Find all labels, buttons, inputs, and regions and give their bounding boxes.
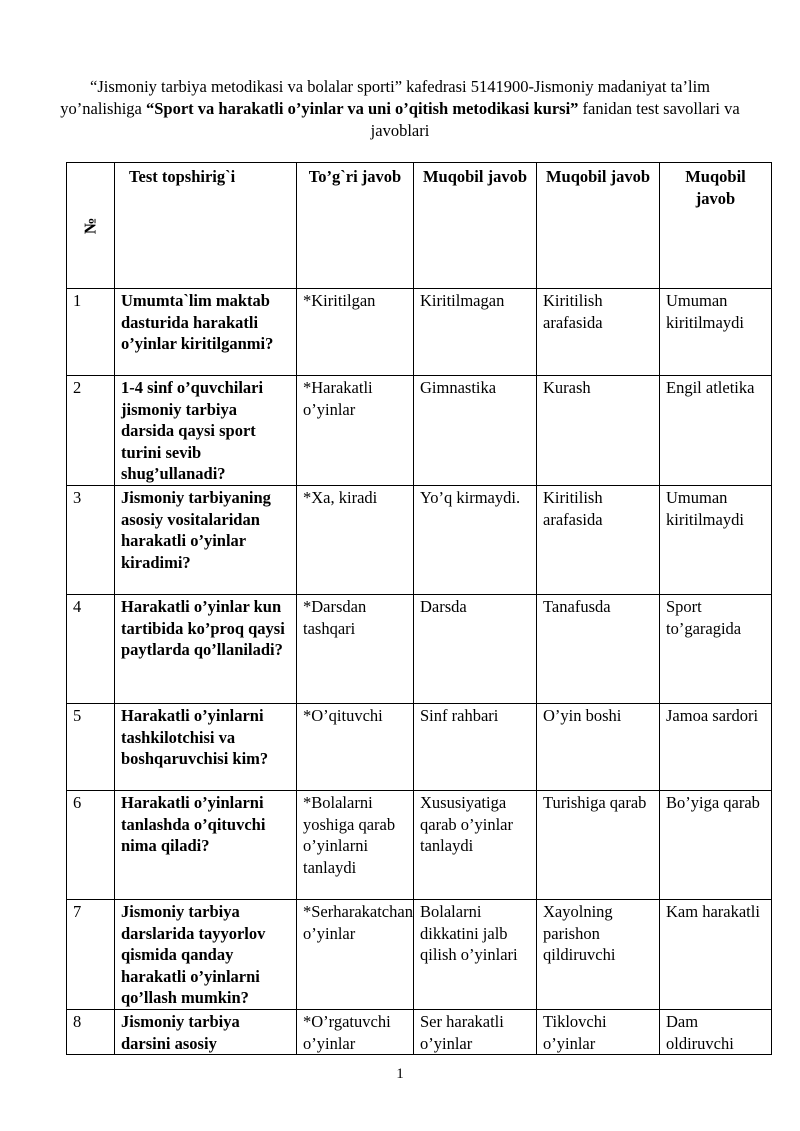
alternative-answer-1: Ser harakatli o’yinlar <box>414 1009 537 1054</box>
correct-answer: *Harakatli o’yinlar <box>297 376 414 486</box>
row-number: 5 <box>67 703 115 790</box>
header-alternative-3: Muqobil javob <box>660 163 772 289</box>
alternative-answer-2: Kurash <box>537 376 660 486</box>
row-number: 3 <box>67 485 115 594</box>
alternative-answer-3: Engil atletika <box>660 376 772 486</box>
alternative-answer-3: Umuman kiritilmaydi <box>660 289 772 376</box>
page-number: 1 <box>396 1066 404 1082</box>
correct-answer: *O’rgatuvchi o’yinlar <box>297 1009 414 1054</box>
alternative-answer-1: Xususiyatiga qarab o’yinlar tanlaydi <box>414 790 537 899</box>
alternative-answer-1: Darsda <box>414 594 537 703</box>
alternative-answer-1: Kiritilmagan <box>414 289 537 376</box>
table-row <box>67 790 772 899</box>
alternative-answer-3: Jamoa sardori <box>660 703 772 790</box>
alternative-answer-3: Sport to’garagida <box>660 594 772 703</box>
table-row <box>67 485 772 594</box>
header-alternative-2: Muqobil javob <box>537 163 660 289</box>
question-text: Jismoniy tarbiya darslarida tayyorlov qismida qanday harakatli o’yinlarni qo’llash mumkin? <box>115 899 297 1009</box>
heading-course-title: “Sport va harakatli o’yinlar va uni o’qitish metodikasi kursi” <box>145 99 579 118</box>
alternative-answer-1: Yo’q kirmaydi. <box>414 485 537 594</box>
heading-text-part1: “Jismoniy tarbiya metodikasi va bolalar sporti” kafedrasi 5141900-Jismoniy madaniyat ta’lim yo’nalishiga <box>60 77 710 118</box>
row-number: 6 <box>67 790 115 899</box>
correct-answer: *Darsdan tashqari <box>297 594 414 703</box>
alternative-answer-3: Umuman kiritilmaydi <box>660 485 772 594</box>
alternative-answer-2: Tanafusda <box>537 594 660 703</box>
header-correct-answer: To’g`ri javob <box>297 163 414 289</box>
alternative-answer-3: Dam oldiruvchi <box>660 1009 772 1054</box>
alternative-answer-2: Turishiga qarab <box>537 790 660 899</box>
alternative-answer-3: Kam harakatli <box>660 899 772 1009</box>
alternative-answer-2: O’yin boshi <box>537 703 660 790</box>
correct-answer: *Kiritilgan <box>297 289 414 376</box>
question-text: Umumta`lim maktab dasturida harakatli o’yinlar kiritilganmi? <box>115 289 297 376</box>
question-text: Jismoniy tarbiya darsini asosiy <box>115 1009 297 1054</box>
row-number: 1 <box>67 289 115 376</box>
header-alternative-1: Muqobil javob <box>414 163 537 289</box>
test-table <box>66 162 772 1055</box>
row-number: 8 <box>67 1009 115 1054</box>
heading-text-part2: fanidan test savollari va javoblari <box>370 99 740 140</box>
question-text: Harakatli o’yinlarni tashkilotchisi va boshqaruvchisi kim? <box>115 703 297 790</box>
table-row <box>67 1009 772 1054</box>
row-number: 7 <box>67 899 115 1009</box>
alternative-answer-1: Sinf rahbari <box>414 703 537 790</box>
correct-answer: *Bolalarni yoshiga qarab o’yinlarni tanlaydi <box>297 790 414 899</box>
question-text: Harakatli o’yinlarni tanlashda o’qituvchi nima qiladi? <box>115 790 297 899</box>
question-text: 1-4 sinf o’quvchilari jismoniy tarbiya darsida qaysi sport turini sevib shug’ullanadi? <box>115 376 297 486</box>
alternative-answer-2: Kiritilish arafasida <box>537 485 660 594</box>
document-heading <box>50 76 750 142</box>
row-number: 4 <box>67 594 115 703</box>
alternative-answer-1: Bolalarni dikkatini jalb qilish o’yinlari <box>414 899 537 1009</box>
question-text: Harakatli o’yinlar kun tartibida ko’proq qaysi paytlarda qo’llaniladi? <box>115 594 297 703</box>
row-number: 2 <box>67 376 115 486</box>
alternative-answer-2: Xayolning parishon qildiruvchi <box>537 899 660 1009</box>
correct-answer: *O’qituvchi <box>297 703 414 790</box>
correct-answer: *Serharakatchan o’yinlar <box>297 899 414 1009</box>
table-row <box>67 899 772 1009</box>
alternative-answer-1: Gimnastika <box>414 376 537 486</box>
question-text: Jismoniy tarbiyaning asosiy vositalaridan harakatli o’yinlar kiradimi? <box>115 485 297 594</box>
correct-answer: *Xa, kiradi <box>297 485 414 594</box>
table-row <box>67 594 772 703</box>
alternative-answer-2: Kiritilish arafasida <box>537 289 660 376</box>
header-question: Test topshirig`i <box>115 163 297 289</box>
alternative-answer-3: Bo’yiga qarab <box>660 790 772 899</box>
alternative-answer-2: Tiklovchi o’yinlar <box>537 1009 660 1054</box>
table-row <box>67 703 772 790</box>
table-row <box>67 289 772 376</box>
table-row <box>67 376 772 486</box>
table-header-row <box>67 163 772 289</box>
header-number: № <box>67 163 115 289</box>
